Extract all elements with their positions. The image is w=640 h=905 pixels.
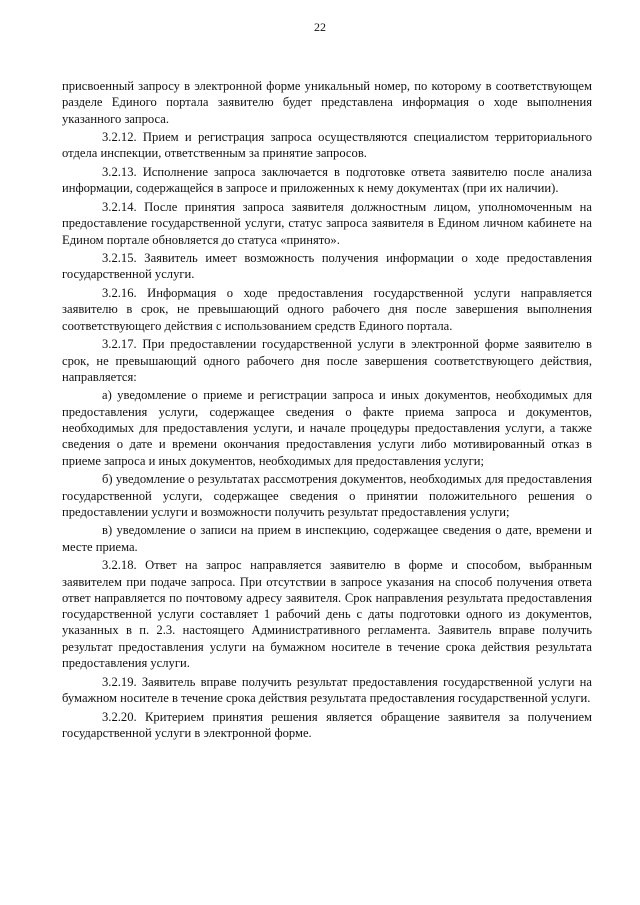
document-body (62, 78, 592, 743)
paragraph-3-2-17: 3.2.17. При предоставлении государственной услуги в электронной форме заявителю в срок, не превышающий одного рабочего дня после завершения соответствующего действия, направляется: (62, 337, 592, 384)
paragraph-3-2-14: 3.2.14. После принятия запроса заявителя должностным лицом, уполномоченным на предоставление государственной услуги, статус запроса заявителя в Едином личном кабинете на Едином портале обновляется до статуса «принято». (62, 199, 592, 247)
paragraph-3-2-15: 3.2.15. Заявитель имеет возможность получения информации о ходе предоставления государственной услуги. (62, 251, 592, 282)
list-item-b: б) уведомление о результатах рассмотрения документов, необходимых для предоставления государственной услуги, содержащее сведения о принятии положительного решения о предоставлении услуги и возможности получить результат предоставления услуги; (62, 472, 592, 519)
paragraph-3-2-12: 3.2.12. Прием и регистрация запроса осуществляются специалистом территориального отдела инспекции, ответственным за принятие запросов. (62, 130, 592, 161)
paragraph-3-2-13: 3.2.13. Исполнение запроса заключается в подготовке ответа заявителю после анализа информации, содержащейся в запросе и приложенных к нему документах (при их наличии). (62, 165, 592, 196)
paragraph-3-2-16: 3.2.16. Информация о ходе предоставления государственной услуги направляется заявителю в срок, не превышающий одного рабочего дня после завершения выполнения соответствующего действия с использованием средств Единого портала. (62, 286, 592, 333)
list-item-v: в) уведомление о записи на прием в инспекцию, содержащее сведения о дате, времени и месте приема. (62, 523, 592, 554)
paragraph-3-2-18: 3.2.18. Ответ на запрос направляется заявителю в форме и способом, выбранным заявителем при подаче запроса. При отсутствии в запросе указания на способ получения ответа ответ направляется по почтовому адресу заявителя. Срок направления результата предоставления государственной услуги составляет 1 рабочий день с даты подготовки одного из документов, указанных в п. 2.3. настоящего Административного регламента. Заявитель вправе получить результат предоставления услуги на бумажном носителе в течение срока действия результата предоставления услуги. (62, 558, 592, 671)
paragraph-continuation: присвоенный запросу в электронной форме уникальный номер, по которому в соответствующем разделе Единого портала заявителю будет представлена информация о ходе выполнения указанного запроса. (62, 79, 592, 126)
list-item-a: а) уведомление о приеме и регистрации запроса и иных документов, необходимых для предоставления услуги, содержащее сведения о факте приема запроса и документов, необходимых для предоставления услуги, и начале процедуры предоставления услуги, а также сведения о дате и времени окончания предоставления услуги либо мотивированный отказ в приеме запроса и иных документов, необходимых для предоставления услуги; (62, 388, 592, 468)
paragraph-3-2-20: 3.2.20. Критерием принятия решения является обращение заявителя за получением государственной услуги в электронной форме. (62, 709, 592, 740)
paragraph-3-2-19: 3.2.19. Заявитель вправе получить результат предоставления государственной услуги на бумажном носителе в течение срока действия результата предоставления государственной услуги. (62, 674, 592, 705)
page-number: 22 (314, 20, 326, 34)
